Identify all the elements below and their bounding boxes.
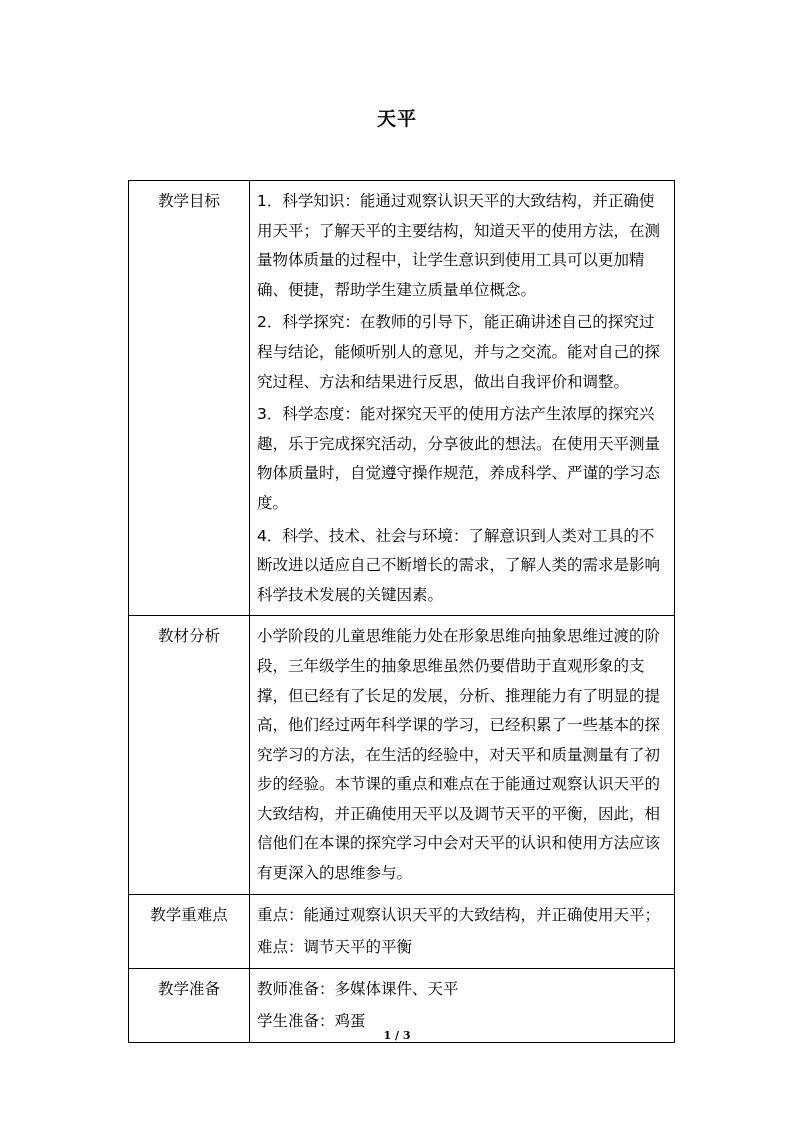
row-content-analysis <box>250 616 675 894</box>
key-point: 重点：能通过观察认识天平的大致结构，并正确使用天平； <box>257 905 661 924</box>
lesson-plan-table <box>128 180 675 1043</box>
table-row <box>129 616 675 894</box>
student-preparation: 学生准备：鸡蛋 <box>257 1012 366 1031</box>
row-label-preparation: 教学准备 <box>129 968 250 1042</box>
teacher-preparation: 教师准备：多媒体课件、天平 <box>257 979 459 998</box>
objective-knowledge: 1．科学知识：能通过观察认识天平的大致结构，并正确使用天平；了解天平的主要结构，知道天平的使用方法，在测量物体质量的过程中，让学生意识到使用工具可以更加精确、便捷，帮助学生建立质量单位概念。 <box>257 192 661 299</box>
page-number: 1 / 3 <box>383 1029 411 1042</box>
row-label-objectives: 教学目标 <box>129 181 250 616</box>
difficult-point: 难点：调节天平的平衡 <box>257 938 413 957</box>
objective-attitude: 3．科学态度：能对探究天平的使用方法产生浓厚的探究兴趣，乐于完成探究活动，分享彼此的想法。在使用天平测量物体质量时，自觉遵守操作规范，养成科学、严谨的学习态度。 <box>257 405 661 512</box>
row-label-key-points: 教学重难点 <box>129 894 250 968</box>
row-content-objectives <box>250 181 675 616</box>
objective-inquiry: 2．科学探究：在教师的引导下，能正确讲述自己的探究过程与结论，能倾听别人的意见，并与之交流。能对自己的探究过程、方法和结果进行反思，做出自我评价和调整。 <box>257 313 661 391</box>
table-row <box>129 894 675 968</box>
row-content-key-points <box>250 894 675 968</box>
row-label-analysis: 教材分析 <box>129 616 250 894</box>
page-title: 天平 <box>376 108 417 130</box>
analysis-text: 小学阶段的儿童思维能力处在形象思维向抽象思维过渡的阶段，三年级学生的抽象思维虽然仍要借助于直观形象的支撑，但已经有了长足的发展，分析、推理能力有了明显的提高，他们经过两年科学课的学习，已经积累了一些基本的探究学习的方法，在生活的经验中，对天平和质量测量有了初步的经验。本节课的重点和难点在于能通过观察认识天平的大致结构，并正确使用天平以及调节天平的平衡，因此，相信他们在本课的探究学习中会对天平的认识和使用方法应该有更深入的思维参与。 <box>257 627 661 883</box>
table-row <box>129 181 675 616</box>
objective-sts: 4．科学、技术、社会与环境：了解意识到人类对工具的不断改进以适应自己不断增长的需求，了解人类的需求是影响科学技术发展的关键因素。 <box>257 526 661 604</box>
